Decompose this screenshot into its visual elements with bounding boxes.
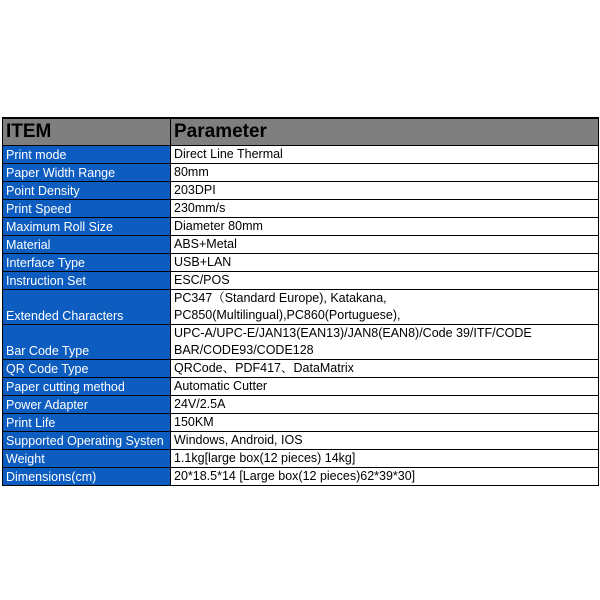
table-row <box>3 467 599 485</box>
spec-value-line: Direct Line Thermal <box>174 146 283 161</box>
table-row <box>3 217 599 235</box>
spec-value-line: Diameter 80mm <box>174 218 263 233</box>
spec-value <box>171 181 599 199</box>
table-row <box>3 253 599 271</box>
spec-value <box>171 253 599 271</box>
table-body <box>3 145 599 485</box>
spec-value <box>171 199 599 217</box>
spec-value <box>171 395 599 413</box>
spec-value-line: 24V/2.5A <box>174 396 226 411</box>
table-row <box>3 145 599 163</box>
spec-value <box>171 413 599 431</box>
header-parameter: Parameter <box>171 118 599 145</box>
spec-value-line: 230mm/s <box>174 200 226 215</box>
spec-label: Maximum Roll Size <box>3 217 171 235</box>
table-row <box>3 199 599 217</box>
spec-value <box>171 467 599 485</box>
spec-value <box>171 271 599 289</box>
spec-label: Material <box>3 235 171 253</box>
spec-value <box>171 289 599 324</box>
spec-value-line: PC850(Multilingual),PC860(Portuguese), <box>174 307 401 322</box>
table-row <box>3 359 599 377</box>
spec-value-line: Automatic Cutter <box>174 378 268 393</box>
spec-label: Dimensions(cm) <box>3 467 171 485</box>
spec-value <box>171 217 599 235</box>
spec-label: Point Density <box>3 181 171 199</box>
spec-value-line: UPC-A/UPC-E/JAN13(EAN13)/JAN8(EAN8)/Code 39/ITF/CODE <box>174 325 532 340</box>
spec-value-line: 1.1kg[large box(12 pieces) 14kg] <box>174 450 356 465</box>
spec-label: Paper Width Range <box>3 163 171 181</box>
spec-label: Print Life <box>3 413 171 431</box>
spec-value-line: BAR/CODE93/CODE128 <box>174 342 314 357</box>
table-row <box>3 324 599 359</box>
spec-value-line: 20*18.5*14 [Large box(12 pieces)62*39*30] <box>174 468 416 483</box>
table-row <box>3 395 599 413</box>
spec-value <box>171 449 599 467</box>
spec-value <box>171 324 599 359</box>
spec-label: Supported Operating Systen <box>3 431 171 449</box>
table-header-row <box>3 118 599 145</box>
table-row <box>3 181 599 199</box>
spec-label: Weight <box>3 449 171 467</box>
spec-label: Instruction Set <box>3 271 171 289</box>
header-item: ITEM <box>3 118 171 145</box>
spec-value-line: 203DPI <box>174 182 216 197</box>
spec-value-line: 150KM <box>174 414 214 429</box>
spec-label: Paper cutting method <box>3 377 171 395</box>
spec-value-line: PC347（Standard Europe), Katakana, <box>174 290 387 305</box>
spec-label: Print Speed <box>3 199 171 217</box>
spec-value <box>171 163 599 181</box>
spec-value-line: 80mm <box>174 164 209 179</box>
spec-label: Print mode <box>3 145 171 163</box>
spec-value-line: ABS+Metal <box>174 236 237 251</box>
table-row <box>3 413 599 431</box>
spec-label: Power Adapter <box>3 395 171 413</box>
spec-value <box>171 377 599 395</box>
spec-value <box>171 359 599 377</box>
spec-label: Extended Characters <box>3 289 171 324</box>
spec-value-line: ESC/POS <box>174 272 230 287</box>
spec-value <box>171 145 599 163</box>
spec-value-line: QRCode、PDF417、DataMatrix <box>174 360 354 375</box>
spec-label: QR Code Type <box>3 359 171 377</box>
spec-table <box>2 117 599 486</box>
spec-value <box>171 235 599 253</box>
table-row <box>3 289 599 324</box>
spec-value-line: USB+LAN <box>174 254 232 269</box>
table-row <box>3 163 599 181</box>
table-row <box>3 235 599 253</box>
spec-label: Bar Code Type <box>3 324 171 359</box>
spec-label: Interface Type <box>3 253 171 271</box>
table-row <box>3 449 599 467</box>
table-row <box>3 271 599 289</box>
spec-value <box>171 431 599 449</box>
spec-value-line: Windows, Android, IOS <box>174 432 303 447</box>
table-row <box>3 377 599 395</box>
table-row <box>3 431 599 449</box>
